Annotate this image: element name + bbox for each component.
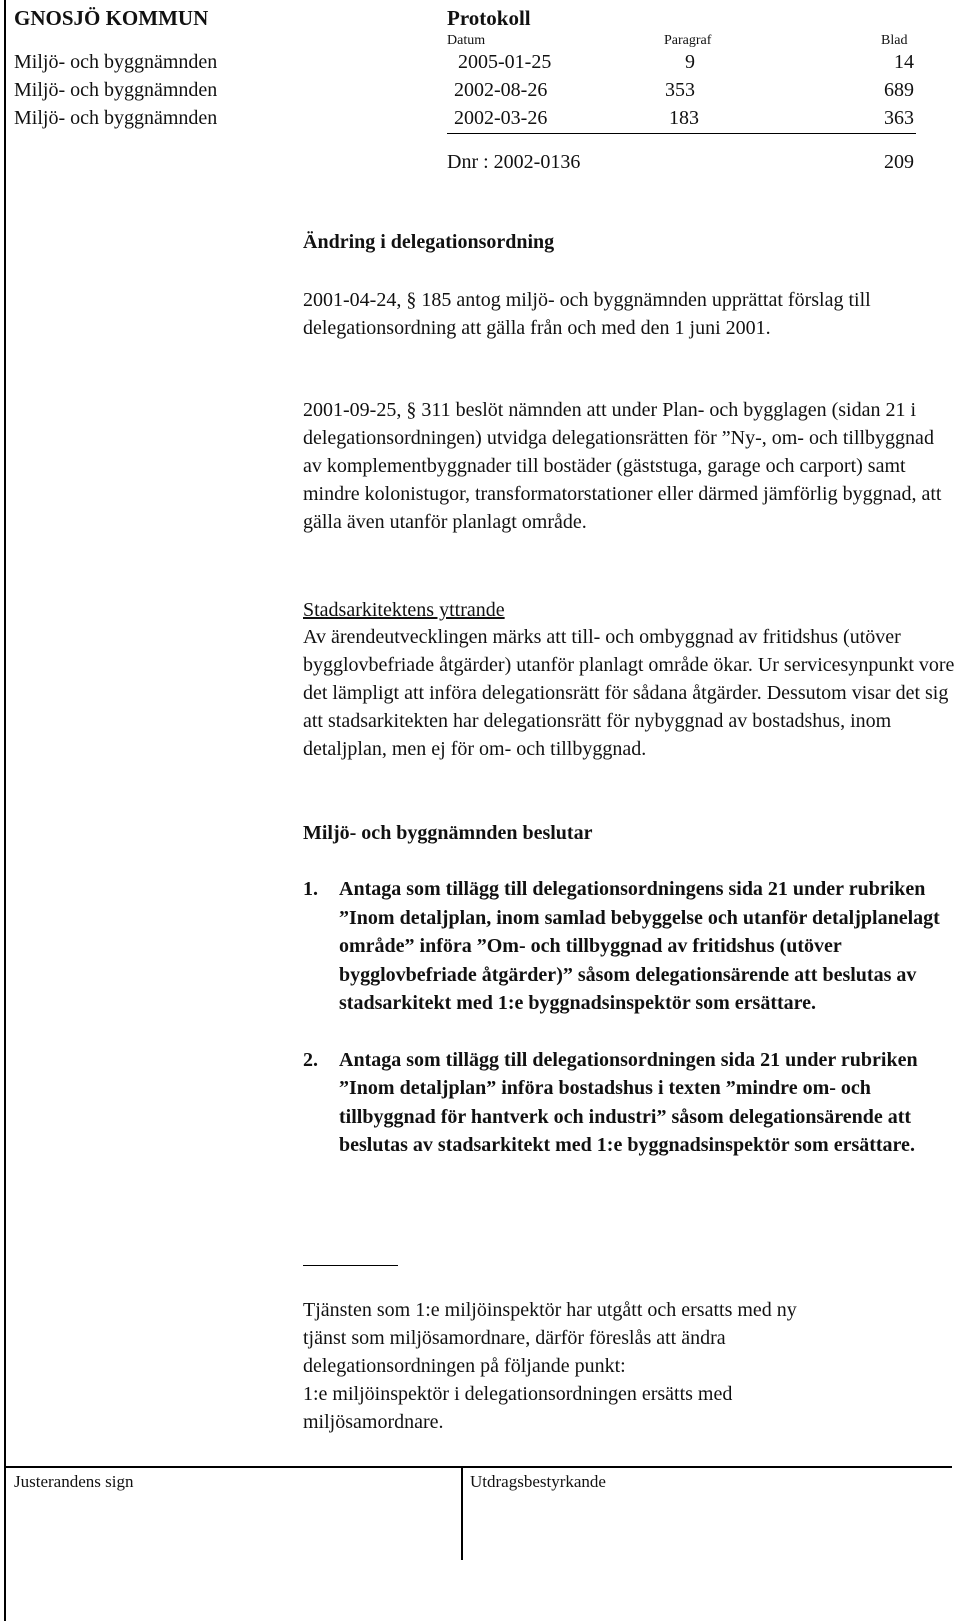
footer-column-divider [461,1466,463,1560]
footer-divider [4,1466,952,1468]
meeting-date: 2002-08-26 [454,79,548,101]
dnr-number: Dnr : 2002-0136 [447,151,581,173]
paragraph: 2001-04-24, § 185 antog miljö- och byggnämnden upprättat förslag till delegationsordning att gälla från och med den 1 juni 2001. [303,289,871,339]
decision-heading: Miljö- och byggnämnden beslutar [303,822,593,844]
list-text: Antaga som tillägg till delegationsordningen sida 21 under rubriken ”Inom detaljplan” införa bostadshus i texten ”mindre om- och tillbyggnad för hantverk och industri” såsom delegationsärende att beslutas av stadsarkitekt med 1:e byggnadsinspektör som ersättare. [339,1048,918,1156]
meeting-date: 2005-01-25 [458,51,552,73]
list-number: 2. [303,1048,318,1071]
text-line: 1:e miljöinspektör i delegationsordningen ersätts med [303,1383,733,1405]
header-divider [447,133,916,134]
page-number: 14 [894,51,914,73]
list-item [303,1046,953,1160]
text-line: delegationsordningen på följande punkt: [303,1355,626,1377]
list-number: 1. [303,878,318,900]
extract-certification-label: Utdragsbestyrkande [470,1472,606,1491]
dnr-page: 209 [884,151,914,173]
organization-name: GNOSJÖ KOMMUN [14,6,209,30]
paragraph: 2001-09-25, § 311 beslöt nämnden att under Plan- och bygglagen (sidan 21 i delegationsordningen) utvidga delegationsrätten för ”Ny-, om- och tillbyggnad av komplementbyggnader till bostäder (gäststuga, garage och carport) samt mindre kolonistugor, transformatorstationer eller därmed jämförlig byggnad, att gälla även utanför planlagt område. [303,399,942,533]
text-line: Tjänsten som 1:e miljöinspektör har utgått och ersatts med ny [303,1299,797,1321]
page-number: 363 [884,107,914,129]
paragraph-number: 9 [685,51,695,73]
column-header-page: Blad [881,33,908,48]
text-line: tjänst som miljösamordnare, därför föreslås att ändra [303,1327,726,1349]
adjuster-sign-label: Justerandens sign [14,1472,134,1491]
page-number: 689 [884,79,914,101]
column-header-paragraph: Paragraf [664,33,712,48]
committee-name: Miljö- och byggnämnden [14,51,218,73]
statement-text: Av ärendeutvecklingen märks att till- och ombyggnad av fritidshus (utöver bygglovbefriade åtgärder) utanför planlagt område ökar. Ur servicesynpunkt vore det lämpligt att införa delegationsrätt för sådana åtgärder. Dessutom visar det sig att stadsarkitekten har delegationsrätt för nybyggnad av bostadshus, inom detaljplan, men ej för om- och tillbyggnad. [303,626,955,760]
committee-name: Miljö- och byggnämnden [14,79,218,101]
meeting-date: 2002-03-26 [454,107,548,129]
paragraph-number: 353 [665,79,695,101]
text-line: miljösamordnare. [303,1411,444,1433]
section-heading: Stadsarkitektens yttrande [303,599,505,621]
left-border [4,0,6,1621]
document-type: Protokoll [447,6,531,30]
committee-name: Miljö- och byggnämnden [14,107,218,129]
column-header-date: Datum [447,33,486,48]
list-item [303,875,953,1018]
separator-line [303,1265,398,1266]
paragraph-number: 183 [669,107,699,129]
list-text: Antaga som tillägg till delegationsordningens sida 21 under rubriken ”Inom detaljplan, inom samlad bebyggelse och utanför detaljplanelagt område” införa ”Om- och tillbyggnad av fritidshus (utöver bygglovbefriade åtgärder)” såsom delegationsärende att beslutas av stadsarkitekt med 1:e byggnadsinspektör som ersättare. [339,878,940,1014]
decision-list [303,875,953,1160]
page-title: Ändring i delegationsordning [303,231,555,253]
closing-text [303,1296,955,1436]
